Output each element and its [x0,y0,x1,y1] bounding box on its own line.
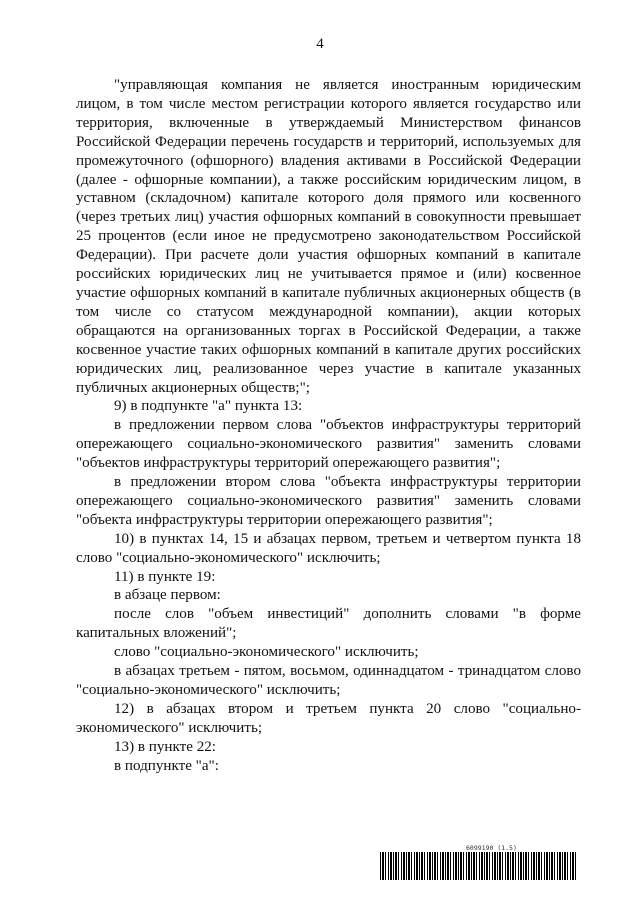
paragraph: в абзацах третьем - пятом, восьмом, одиннадцатом - тринадцатом слово "социально-экономического" исключить; [76,663,581,698]
paragraph: 13) в пункте 22: [114,738,216,755]
paragraph: 11) в пункте 19: [114,568,216,585]
paragraph: 9) в подпункте "а" пункта 13: [114,398,303,415]
paragraph: "управляющая компания не является иностранным юридическим лицом, в том числе местом регистрации которого является государство или территория, включенные в утверждаемый Министерством финансов Российской Федерации перечень государств и территорий, используемых для промежуточного (офшорного) владения активами в Российской Федерации (далее - офшорные компании), а также российским юридическим лицом, в уставном (складочном) капитале которого доля прямого или косвенного (через третьих лиц) участия офшорных компаний в совокупности превышает 25 процентов (если иное не предусмотрено законодательством Российской Федерации). При расчете доли участия офшорных компаний в капитале российских юридических лиц не учитывается прямое и (или) косвенное участие офшорных компаний в капитале публичных акционерных обществ (в том числе со статусом международной компании), акции которых обращаются на организованных торгах в Российской Федерации, а также косвенное участие таких офшорных компаний в капитале других российских юридических лиц, реализованное через участие в капитале указанных публичных акционерных обществ;"; [76,77,581,396]
document-body [76,76,581,776]
paragraph: после слов "объем инвестиций" дополнить словами "в форме капитальных вложений"; [76,606,581,642]
paragraph: в предложении первом слова "объектов инфраструктуры территорий опережающего социально-экономического развития" заменить словами "объектов инфраструктуры территорий опережающего развития"; [76,417,581,472]
paragraph: в абзаце первом: [114,587,221,604]
page-number: 4 [316,36,324,52]
paragraph: в предложении втором слова "объекта инфраструктуры территории опережающего социально-экономического развития" заменить словами "объекта инфраструктуры территории опережающего развития"; [76,474,581,528]
paragraph: 12) в абзацах втором и третьем пункта 20 слово "социально-экономического" исключить; [76,700,581,736]
document-code: 6099190 (1.5) [466,844,517,852]
paragraph: в подпункте "а": [114,757,219,774]
paragraph: 10) в пунктах 14, 15 и абзацах первом, третьем и четвертом пункта 18 слово "социально-экономического" исключить; [76,530,581,566]
paragraph: слово "социально-экономического" исключить; [114,644,419,661]
barcode-icon [380,852,576,880]
